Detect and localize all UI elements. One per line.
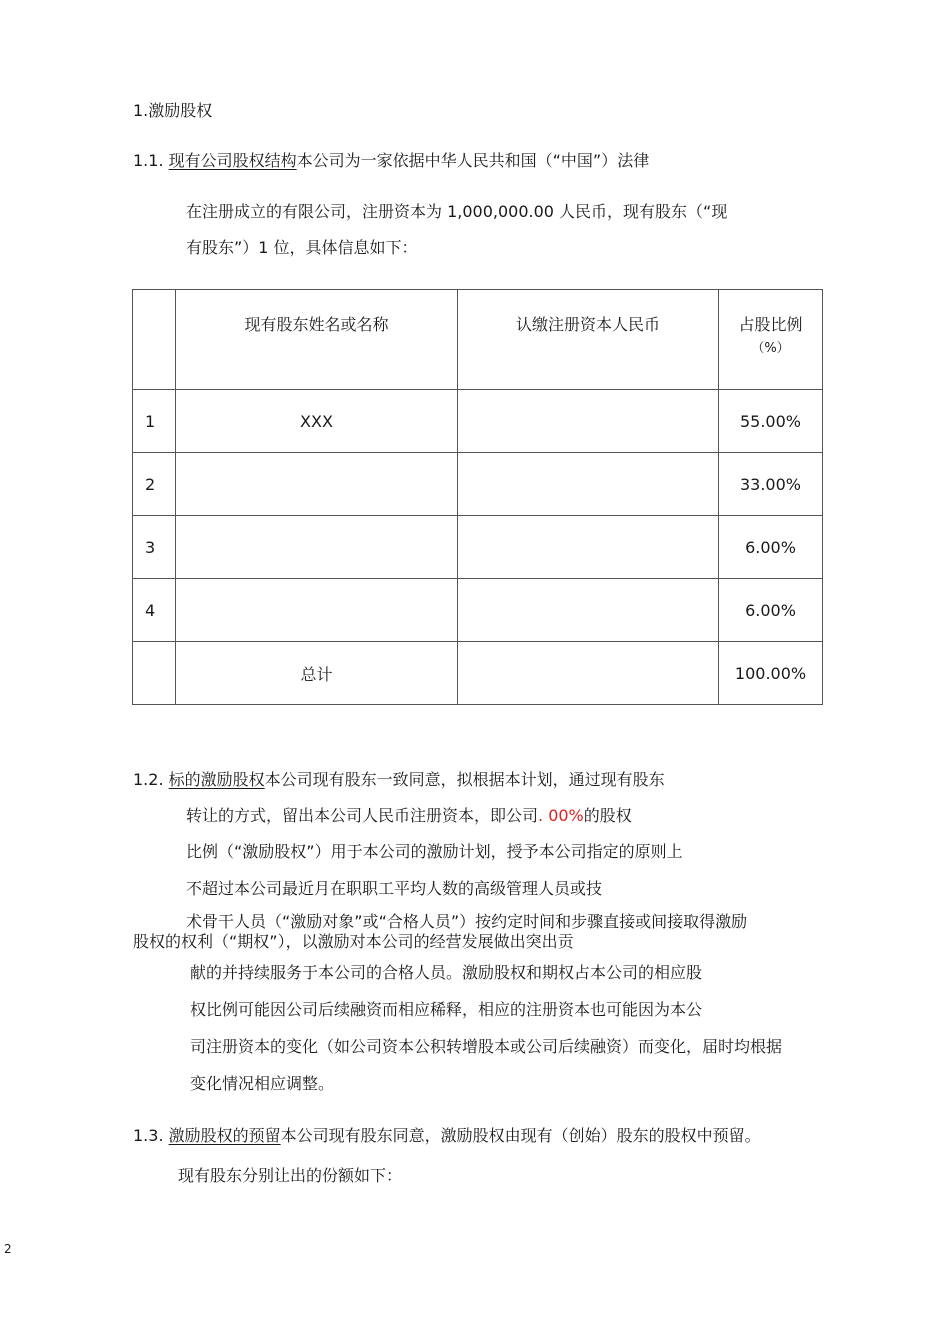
section-1-3-text: 本公司现有股东同意，激励股权由现有（创始）股东的股权中预留。 (280, 1126, 761, 1145)
row-percent: 33.00% (719, 453, 823, 516)
row-percent: 6.00% (719, 579, 823, 642)
paragraph-line: 现有股东分别让出的份额如下： (178, 1166, 403, 1185)
header-percent-cell (719, 290, 823, 390)
row-name: 总计 (176, 642, 458, 705)
header-capital: 认缴注册资本人民币 (515, 315, 660, 334)
table-row (133, 579, 823, 642)
row-name (176, 453, 458, 516)
page-number: 2 (4, 1242, 12, 1256)
header-percent: 占股比例 (738, 315, 803, 334)
row-index (133, 642, 176, 705)
header-name-cell (176, 290, 458, 390)
table-header-row (133, 290, 823, 390)
table-row (133, 453, 823, 516)
paragraph-line: 术骨干人员（“激励对象”或“合格人员”）按约定时间和步骤直接或间接取得激励 (186, 912, 748, 931)
paragraph-line (186, 806, 632, 826)
shareholder-table (132, 289, 823, 705)
row-index: 1 (133, 390, 176, 453)
table-total-row (133, 642, 823, 705)
table-row (133, 390, 823, 453)
paragraph-line: 比例（“激励股权”）用于本公司的激励计划，授予本公司指定的原则上 (186, 842, 683, 861)
section-1-2-first-line (133, 770, 665, 790)
paragraph-line: 司注册资本的变化（如公司资本公积转增股本或公司后续融资）而变化，届时均根据 (190, 1037, 783, 1056)
section-1-2-title: 标的激励股权 (168, 770, 265, 789)
section-1-2-text: 本公司现有股东一致同意，拟根据本计划，通过现有股东 (264, 770, 665, 789)
row-percent: 100.00% (719, 642, 823, 705)
row-percent: 6.00% (719, 516, 823, 579)
row-name: XXX (176, 390, 458, 453)
paragraph-line: 股权的权利（“期权”），以激励对本公司的经营发展做出突出贡 (133, 932, 574, 951)
section-heading: 1.激励股权 (133, 101, 213, 120)
section-1-3-title: 激励股权的预留 (168, 1126, 281, 1145)
row-capital (458, 453, 719, 516)
row-capital (458, 516, 719, 579)
row-index: 2 (133, 453, 176, 516)
section-1-1-number: 1.1. (133, 151, 164, 170)
row-name (176, 579, 458, 642)
section-1-1-text: 本公司为一家依据中华人民共和国（“中国”）法律 (296, 151, 650, 170)
header-index-cell (133, 290, 176, 390)
paragraph-line: 献的并持续服务于本公司的合格人员。激励股权和期权占本公司的相应股 (190, 963, 703, 982)
row-capital (458, 642, 719, 705)
row-index: 3 (133, 516, 176, 579)
table-row (133, 516, 823, 579)
header-capital-cell (458, 290, 719, 390)
row-name (176, 516, 458, 579)
row-capital (458, 390, 719, 453)
highlighted-percentage: . 00% (538, 806, 584, 825)
row-capital (458, 579, 719, 642)
text-span: 的股权 (583, 806, 632, 825)
paragraph-line: 变化情况相应调整。 (190, 1074, 335, 1093)
header-name: 现有股东姓名或名称 (244, 315, 389, 334)
section-1-1-first-line (133, 151, 649, 171)
paragraph-line: 权比例可能因公司后续融资而相应稀释，相应的注册资本也可能因为本公 (190, 1000, 703, 1019)
row-index: 4 (133, 579, 176, 642)
section-1-2-number: 1.2. (133, 770, 164, 789)
section-1-3-number: 1.3. (133, 1126, 164, 1145)
section-1-3-first-line (133, 1126, 761, 1146)
text-span: 转让的方式，留出本公司人民币注册资本，即公司 (186, 806, 539, 825)
paragraph-line: 在注册成立的有限公司，注册资本为 1,000,000.00 人民币，现有股东（“现 (186, 202, 728, 221)
header-percent-unit: （%） (751, 341, 790, 356)
section-1-1-title: 现有公司股权结构 (168, 151, 297, 170)
paragraph-line: 不超过本公司最近月在职职工平均人数的高级管理人员或技 (186, 879, 603, 898)
paragraph-line: 有股东”）1 位，具体信息如下： (186, 238, 418, 257)
row-percent: 55.00% (719, 390, 823, 453)
